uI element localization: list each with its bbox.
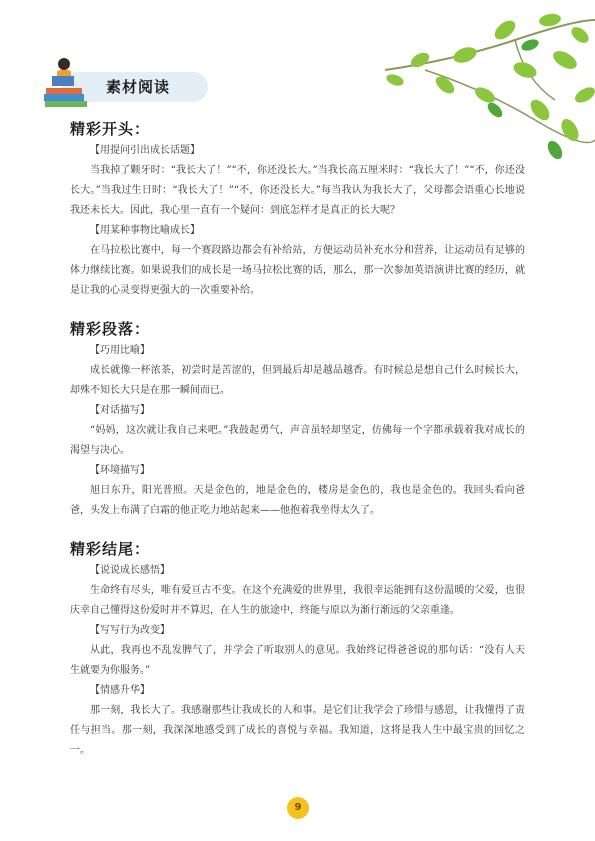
section-title: 精彩结尾： bbox=[70, 540, 151, 558]
section-opening bbox=[70, 118, 525, 301]
reading-person-icon bbox=[40, 54, 102, 110]
section-ending bbox=[70, 538, 525, 761]
example-paragraph: 当我掉了颗牙时：“我长大了！”“不，你还没长大。”当我长高五厘米时：“我长大了！”“不，你还没长大。”当我过生日时：“我长大了！”“不，你还没长大。”每当我认为我长大了，父母都会语重心长地说我还未长大。因此，我心里一直有一个疑问：到底怎样才是真正的长大呢？ bbox=[70, 165, 525, 216]
technique-tag: 【说说成长感悟】 bbox=[90, 565, 170, 576]
header-title: 素材阅读 bbox=[106, 78, 171, 96]
technique-tag: 【写写行为改变】 bbox=[90, 625, 170, 636]
technique-tag: 【用提问引出成长话题】 bbox=[90, 145, 200, 156]
example-paragraph: 旭日东升，阳光普照。天是金色的，地是金色的，楼房是金色的，我也是金色的。我回头看向爸爸，头发上布满了白霜的他正吃力地站起来——他抱着我坐得太久了。 bbox=[70, 485, 525, 516]
section-header bbox=[40, 62, 210, 108]
technique-tag: 【对话描写】 bbox=[90, 405, 150, 416]
example-paragraph: 生命终有尽头，唯有爱亘古不变。在这个充满爱的世界里，我很幸运能拥有这份温暖的父爱，也很庆幸自己懂得这份爱时并不算迟，在人生的旅途中，终能与原以为渐行渐远的父亲重逢。 bbox=[70, 585, 525, 616]
section-paragraphs bbox=[70, 318, 525, 521]
page-number-badge: 9 bbox=[287, 797, 309, 819]
section-title: 精彩开头： bbox=[70, 120, 151, 138]
example-paragraph: 那一刻，我长大了。我感谢那些让我成长的人和事。是它们让我学会了珍惜与感恩，让我懂得了责任与担当。那一刻，我深深地感受到了成长的喜悦与幸福。我知道，这将是我人生中最宝贵的回忆之一。 bbox=[70, 705, 525, 756]
example-paragraph: 从此，我再也不乱发脾气了，并学会了听取别人的意见。我始终记得爸爸说的那句话：“没有人天生就要为你服务。” bbox=[70, 645, 525, 676]
technique-tag: 【巧用比喻】 bbox=[90, 345, 150, 356]
example-paragraph: 成长就像一杯浓茶，初尝时是苦涩的，但到最后却是越品越香。有时候总是想自己什么时候长大，却殊不知长大只是在那一瞬间而已。 bbox=[70, 365, 525, 396]
technique-tag: 【环境描写】 bbox=[90, 465, 150, 476]
technique-tag: 【用某种事物比喻成长】 bbox=[90, 225, 200, 236]
example-paragraph: 在马拉松比赛中，每一个赛段路边都会有补给站，方便运动员补充水分和营养，让运动员有足够的体力继续比赛。如果说我们的成长是一场马拉松比赛的话，那么，那一次参加英语演讲比赛的经历，就是让我的心灵变得更强大的一次重要补给。 bbox=[70, 245, 525, 296]
section-title: 精彩段落： bbox=[70, 320, 151, 338]
technique-tag: 【情感升华】 bbox=[90, 685, 150, 696]
example-paragraph: “妈妈，这次就让我自己来吧。”我鼓起勇气，声音虽轻却坚定，仿佛每一个字都承载着我对成长的渴望与决心。 bbox=[70, 425, 525, 456]
